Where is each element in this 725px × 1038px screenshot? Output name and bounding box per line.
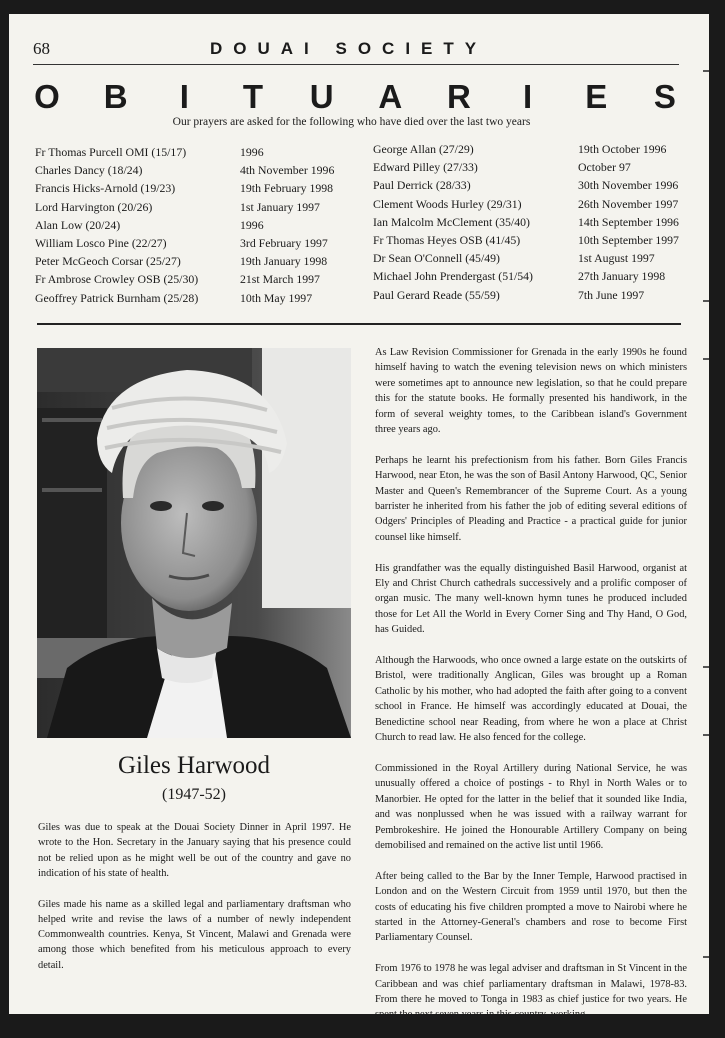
page-number: 68 — [33, 39, 50, 58]
obituary-entry — [373, 213, 679, 231]
deceased-name: Dr Sean O'Connell (45/49) — [373, 251, 500, 266]
date-of-death: 19th February 1998 — [240, 181, 334, 196]
deceased-name: Clement Woods Hurley (29/31) — [373, 196, 522, 211]
deceased-name: Peter McGeoch Corsar (25/27) — [35, 254, 181, 269]
feature-years: (1947-52) — [162, 786, 226, 803]
deceased-name: Fr Ambrose Crowley OSB (25/30) — [35, 272, 199, 287]
obituary-entry — [373, 158, 679, 176]
title-letter: T — [242, 78, 264, 115]
header-divider — [33, 64, 679, 65]
title-letter: A — [378, 78, 403, 115]
title-letter: U — [309, 78, 334, 115]
date-of-death: 10th September 1997 — [578, 233, 679, 248]
page — [9, 14, 709, 1021]
article-right-column — [375, 345, 687, 1038]
obituary-entry — [373, 249, 679, 267]
date-of-death: October 97 — [578, 160, 631, 175]
deceased-name: Geoffrey Patrick Burnham (25/28) — [35, 290, 199, 305]
obituary-entry — [35, 198, 334, 216]
binding-mark — [703, 70, 709, 72]
deceased-name: Paul Derrick (28/33) — [373, 178, 471, 193]
date-of-death: 21st March 1997 — [240, 272, 320, 287]
date-of-death: 10th May 1997 — [240, 290, 313, 305]
date-of-death: 3rd February 1997 — [240, 236, 328, 251]
date-of-death: 1996 — [240, 145, 264, 159]
title-letter: S — [653, 78, 676, 115]
obituary-entry — [35, 289, 334, 307]
date-of-death: 1996 — [240, 217, 264, 232]
date-of-death: 26th November 1997 — [578, 196, 679, 211]
title-letter: I — [523, 78, 533, 115]
date-of-death: 19th October 1996 — [578, 142, 667, 156]
section-subtitle: Our prayers are asked for the following who have died over the last two years — [172, 116, 531, 128]
obituary-entry — [373, 231, 679, 249]
obituary-entry — [35, 161, 334, 179]
section-divider — [37, 323, 681, 325]
deceased-name: Fr Thomas Purcell OMI (15/17) — [35, 145, 187, 159]
date-of-death: 1st August 1997 — [578, 251, 655, 266]
running-title: DOUAI SOCIETY — [210, 39, 488, 58]
obituary-entry — [35, 252, 334, 270]
obituary-entry — [373, 176, 679, 194]
article-paragraph: Perhaps he learnt his prefectionism from his father. Born Giles Francis Harwood, near Eton, he was the son of Basil Antony Harwood, QC, Senior Master and Queen's Remembrancer of the Supreme Court. As a young barrister he inherited from his father the job of editing several editions of Odgers' Principles of Pleading and Practice - a practical guide for junior counsel like himself. — [375, 454, 687, 543]
date-of-death: 14th September 1996 — [578, 214, 679, 229]
obituary-entry — [373, 267, 679, 285]
deceased-name: Ian Malcolm McClement (35/40) — [373, 214, 530, 229]
title-letter: R — [447, 78, 471, 115]
page-header — [33, 39, 679, 59]
deceased-name: Edward Pilley (27/33) — [373, 160, 478, 175]
article-paragraph: As Law Revision Commissioner for Grenada in the early 1990s he found himself having to watch the evening television news on which ministers were sometimes apt to announce new legislation, so that he could prepare this for the statute books. He formally presented his handiwork, in the form of several weighty tomes, to the Caribbean island's Government three years ago. — [375, 347, 687, 436]
obituary-entry — [35, 179, 334, 197]
article-paragraph: His grandfather was the equally distinguished Basil Harwood, organist at Ely and Christ Church cathedrals successively and a prolific composer of organ music. The many well-known hymn tunes he produced included those for Let All the World in Every Corner Sing and Thy Hand, O God, has Guided. — [375, 562, 687, 636]
title-letter: E — [585, 78, 608, 115]
obituary-entry — [373, 195, 679, 213]
deceased-name: Michael John Prendergast (51/54) — [373, 269, 533, 284]
binding-mark — [703, 300, 709, 302]
deceased-name: Charles Dancy (18/24) — [35, 163, 143, 178]
binding-mark — [703, 358, 709, 360]
article-paragraph: Giles made his name as a skilled legal and parliamentary draftsman who helped write and revise the laws of a number of newly independent Commonwealth countries. Kenya, St Vincent, Malawi and Grenada were among those which benefited from his meticulous approach to every detail. — [38, 898, 351, 971]
obituary-list-right — [373, 140, 679, 304]
binding-mark — [703, 734, 709, 736]
obituary-list-left — [35, 143, 334, 307]
date-of-death: 30th November 1996 — [578, 178, 679, 193]
deceased-name: Paul Gerard Reade (55/59) — [373, 287, 500, 302]
section-title — [33, 78, 679, 116]
binding-mark — [703, 956, 709, 958]
article-left-column — [38, 820, 351, 988]
article-paragraph: Although the Harwoods, who once owned a large estate on the outskirts of Bristol, were traditionally Anglican, Giles was brought up a Roman Catholic by his mother, who had adopted the faith after going to a convent school in France. He himself was accordingly educated at Douai, the Benedictine school near Reading, from where he won a place at Christ Church to read law. He also fenced for the college. — [375, 655, 687, 744]
title-letter: O — [34, 78, 60, 115]
deceased-name: Fr Thomas Heyes OSB (41/45) — [373, 233, 521, 248]
portrait-photo — [37, 348, 351, 738]
feature-name: Giles Harwood — [117, 752, 271, 779]
title-letter: I — [179, 78, 189, 115]
deceased-name: Lord Harvington (20/26) — [35, 199, 153, 214]
article-paragraph: Giles was due to speak at the Douai Society Dinner in April 1997. He wrote to the Hon. Secretary in the January saying that his presence could not be relied upon as he might well be out of the country and gave no indication of his state of health. — [38, 822, 351, 879]
deceased-name: Alan Low (20/24) — [35, 217, 121, 232]
deceased-name: George Allan (27/29) — [373, 142, 474, 156]
date-of-death: 1st January 1997 — [240, 199, 320, 214]
date-of-death: 27th January 1998 — [578, 269, 666, 284]
obituary-entry — [373, 286, 679, 304]
deceased-name: William Losco Pine (22/27) — [35, 236, 167, 251]
article-paragraph: After being called to the Bar by the Inner Temple, Harwood practised in London and on the Western Circuit from 1959 until 1970, but then the costs of educating his five children prompted a move to Nairobi where he started in the Attorney-General's chambers and rose to become First Parliamentary Counsel. — [375, 870, 687, 944]
article-paragraph: From 1976 to 1978 he was legal adviser and draftsman in St Vincent in the Caribbean and was chief parliamentary draftsman in Malawi, 1978-83. From there he moved to Tonga in 1983 as chief justice for two years. He spent the next seven years in this country, working — [375, 963, 687, 1021]
obituary-entry — [35, 143, 334, 161]
deceased-name: Francis Hicks-Arnold (19/23) — [35, 181, 176, 196]
obituary-entry — [373, 140, 679, 158]
date-of-death: 4th November 1996 — [240, 163, 335, 178]
obituary-entry — [35, 216, 334, 234]
article-paragraph: Commissioned in the Royal Artillery during National Service, he was unusually offered a choice of postings - to Rhyl in North Wales or to Manorbier. He opted for the latter in the belief that it sounded like India, and was nonplussed when he was issued with a railway warrant for Pembrokeshire. He joined the Honourable Artillery Company on being demobilised and remained on the active list until 1966. — [375, 762, 687, 851]
obituary-entry — [35, 234, 334, 252]
date-of-death: 7th June 1997 — [578, 287, 645, 302]
obituary-entry — [35, 270, 334, 288]
title-letter: B — [103, 78, 128, 115]
binding-mark — [703, 666, 709, 668]
date-of-death: 19th January 1998 — [240, 254, 328, 269]
